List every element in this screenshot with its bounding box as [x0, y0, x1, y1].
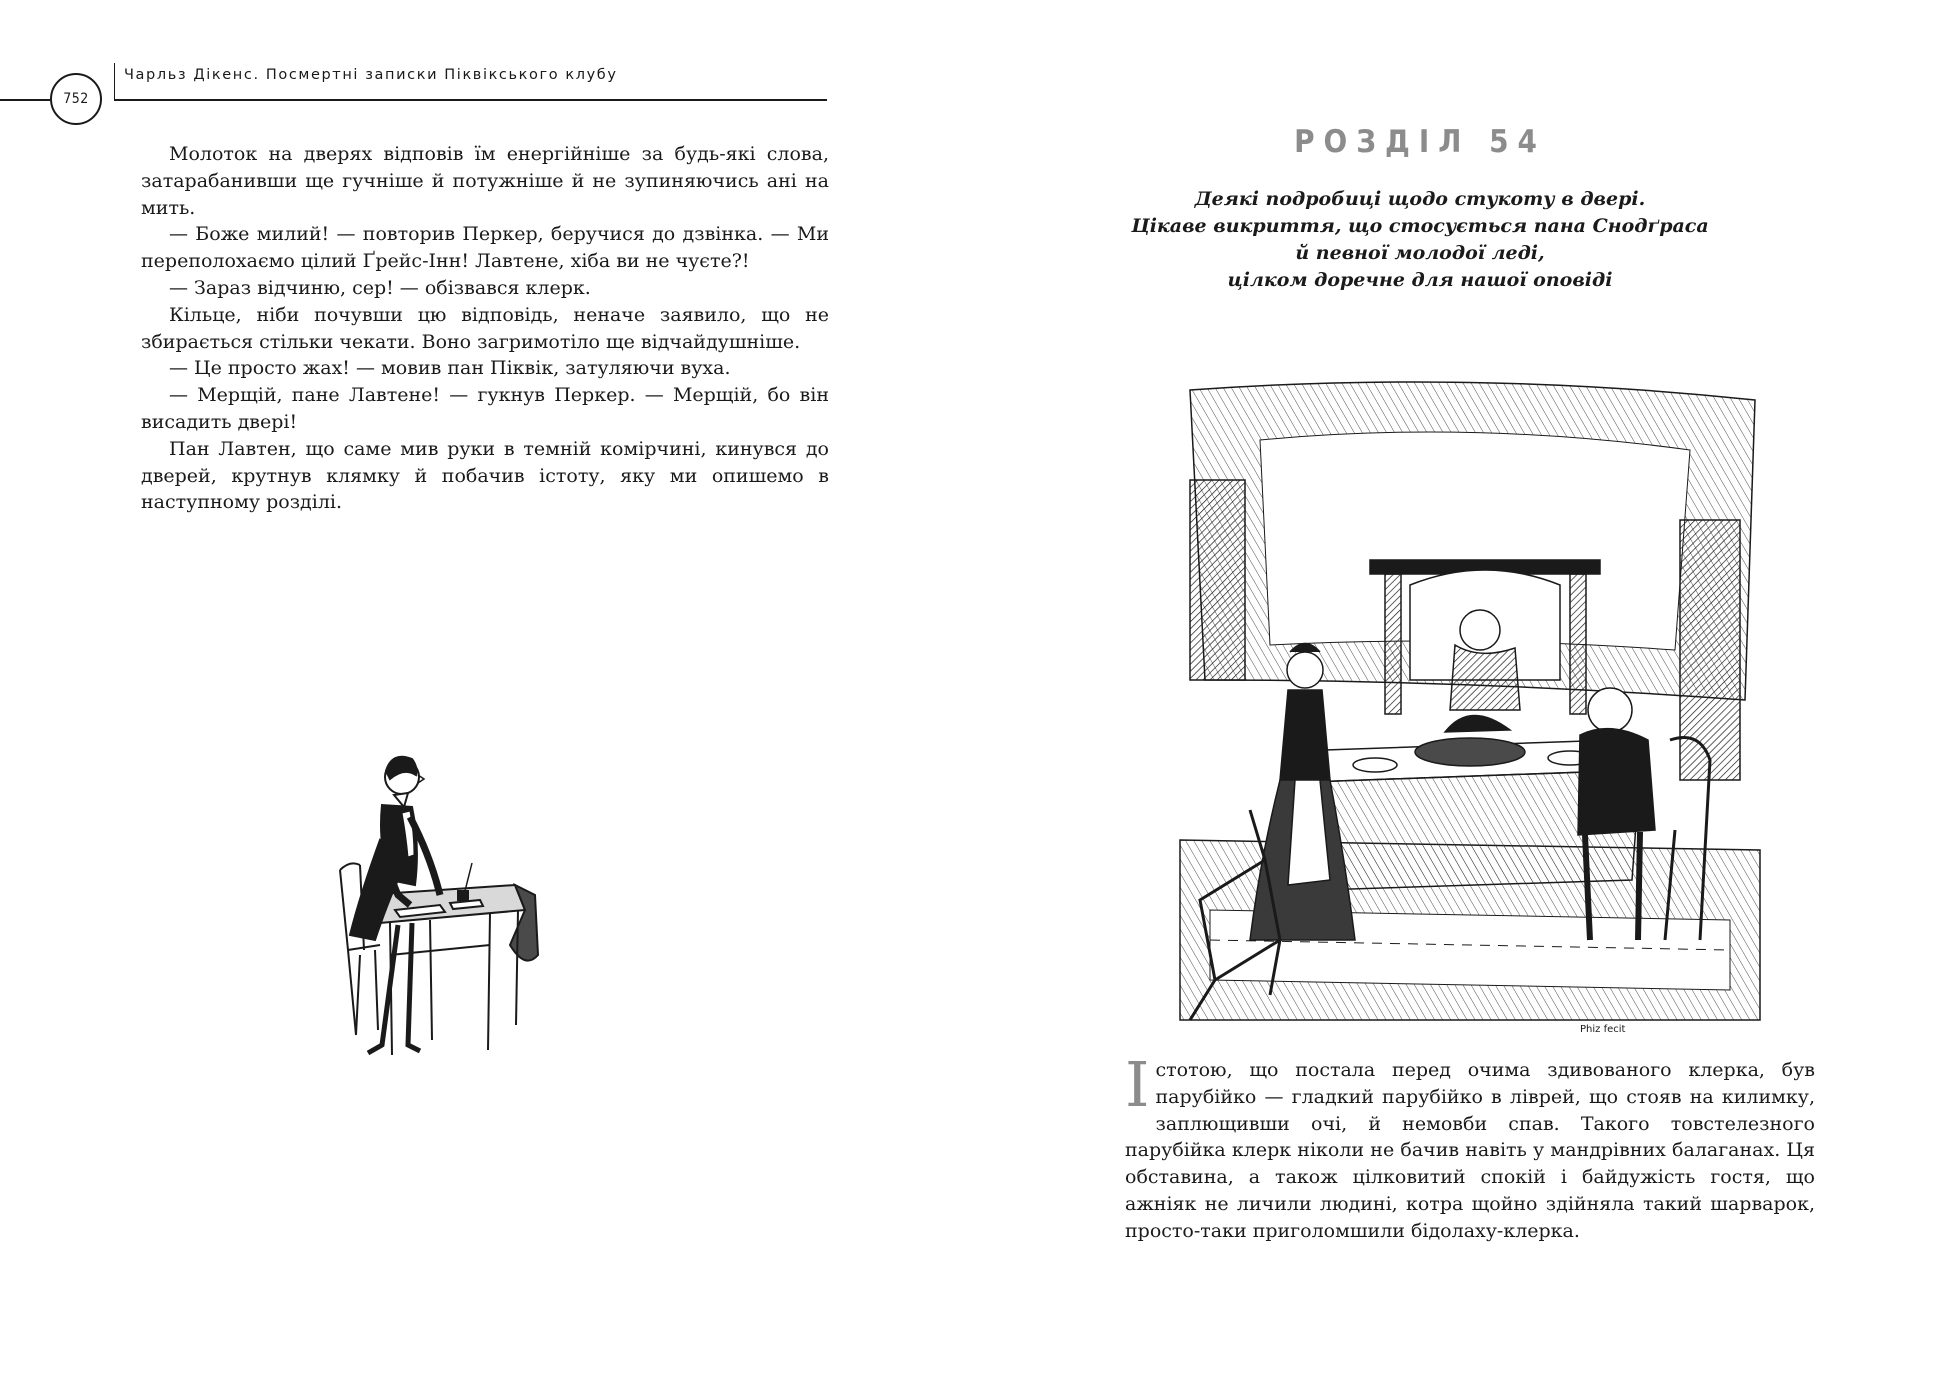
subtitle-line: Цікаве викриття, що стосується пана Снодґраса	[1131, 215, 1709, 237]
drop-cap: І	[1125, 1048, 1150, 1121]
right-page-text	[1125, 1048, 1815, 1245]
header-line-left	[0, 99, 50, 101]
paragraph: — Це просто жах! — мовив пан Піквік, затуляючи вуха.	[169, 357, 731, 380]
paragraph: Кільце, ніби почувши цю відповідь, неначе заявило, що не збирається стільки чекати. Воно загримотіло ще відчайдушніше.	[141, 303, 829, 353]
subtitle-line: й певної молодої леді,	[1295, 242, 1545, 264]
paragraph: — Мерщій, пане Лавтене! — гукнув Перкер. — Мерщій, бо він висадить двері!	[141, 384, 829, 433]
man-at-writing-table-engraving	[320, 745, 620, 1075]
chapter-subtitle	[1110, 186, 1730, 294]
engraver-signature: Phiz fecit	[1580, 1024, 1626, 1035]
page-number: 752	[50, 73, 102, 125]
subtitle-line: цілком доречне для нашої оповіді	[1227, 269, 1613, 291]
running-title: Чарльз Дікенс. Посмертні записки Піквікського клубу	[124, 67, 618, 83]
paragraph: — Боже милий! — повторив Перкер, беручися до дзвінка. — Ми переполохаємо цілий Ґрейс-Інн! Лавтене, хіба ви не чуєте?!	[141, 223, 829, 273]
kitchen-dinner-scene-engraving	[1170, 380, 1770, 1040]
paragraph	[1125, 1048, 1815, 1245]
paragraph: Молоток на дверях відповів їм енергійніше за будь-які слова, затарабанивши ще гучніше й потужніше й не зупиняючись ані на мить.	[141, 143, 829, 219]
paragraph: Пан Лавтен, що саме мив руки в темній комірчині, кинувся до дверей, крутнув клямку й побачив істоту, яку ми опишемо в наступному розділі.	[141, 437, 829, 514]
chapter-title: РОЗДІЛ 54	[1294, 124, 1546, 160]
left-page-text	[141, 141, 829, 516]
header-rule	[114, 99, 827, 101]
subtitle-line: Деякі подробиці щодо стукоту в двері.	[1194, 188, 1646, 210]
header-divider	[114, 63, 115, 101]
paragraph-body: стотою, що постала перед очима здивованого клерка, був парубійко — гладкий парубійко в ліврей, що стояв на килимку, заплющивши очі, й немовби спав. Такого товстелезного парубійка клерк ніколи не бачив навіть у мандрівних балаганах. Ця обставина, а також цілковитий спокій і байдужість гостя, що ажніяк не личили людині, котра щойно здійняла такий шарварок, просто-таки приголомшили бідолаху-клерка.	[1125, 1059, 1815, 1242]
paragraph: — Зараз відчиню, сер! — обізвався клерк.	[169, 276, 591, 299]
